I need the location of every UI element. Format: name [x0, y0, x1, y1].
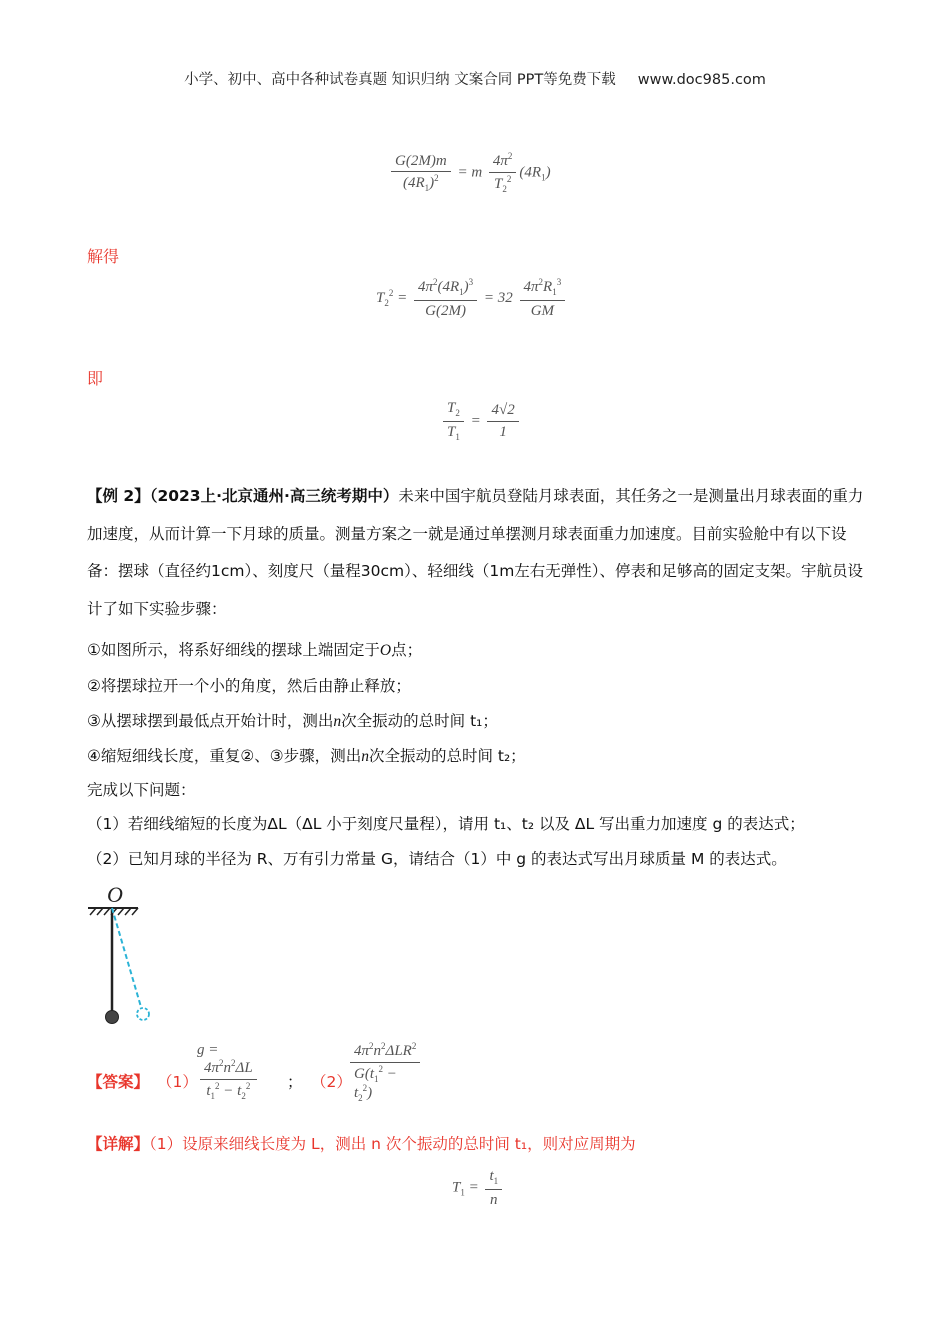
answer-semicolon: ； — [287, 1073, 303, 1091]
answer-tag: 【答案】 — [87, 1073, 150, 1091]
step-3: ③从摆球摆到最低点开始计时，测出n次全振动的总时间 t₁； — [87, 712, 498, 730]
pendulum-bob — [106, 1011, 119, 1024]
step-1: ①如图所示，将系好细线的摆球上端固定于O点； — [87, 641, 423, 659]
detail-line — [87, 1132, 636, 1154]
question-1: （1）若细线缩短的长度为ΔL（ΔL 小于刻度尺量程），请用 t₁、t₂ 以及 ΔL 写出重力加速度 g 的表达式； — [87, 815, 805, 833]
answer-p2: （2） — [311, 1073, 352, 1091]
label-jiede: 解得 — [87, 247, 120, 266]
equation-gravitation: $\frac{G(2M)m}{(4R_1)^2}$ = m $\frac{4\pi^2}{T_2^2}$ $(4R_1)$ — [388, 152, 551, 194]
step-4: ④缩短细线长度，重复②、③步骤，测出n次全振动的总时间 t₂； — [87, 747, 526, 765]
page-header — [0, 68, 950, 89]
answer-1-formula: g = $\frac{4\pi^2n^2\Delta L}{t_1^2 - t_2^2}$ — [197, 1042, 260, 1101]
equation-T1: $T_1$ = $\frac{t_1}{n}$ — [452, 1168, 505, 1208]
header-site[interactable]: www.doc985.com — [637, 72, 766, 88]
equation-period-squared: $T_2^2$ = $\frac{4\pi^2(4R_1)^3}{G(2M)}$ = 32 $\frac{4\pi^2R_1^3}{GM}$ — [376, 278, 568, 319]
dashed-string — [112, 908, 141, 1007]
example-tag: 【例 2】 — [87, 487, 150, 505]
dashed-bob — [137, 1008, 149, 1020]
step-2: ②将摆球拉开一个小的角度，然后由静止释放； — [87, 677, 411, 695]
equation-period-ratio: $\frac{T_2}{T_1}$ = $\frac{4√2}{1}$ — [440, 400, 522, 443]
example-source: （2023上·北京通州·高三统考期中） — [149, 487, 399, 505]
detail-tag: 【详解】 — [87, 1135, 150, 1153]
question-2: （2）已知月球的半径为 R、万有引力常量 G，请结合（1）中 g 的表达式写出月球质量 M 的表达式。 — [87, 850, 787, 868]
pendulum-figure — [84, 880, 164, 1028]
prompt: 完成以下问题： — [87, 781, 196, 799]
example-paragraph — [87, 478, 867, 628]
example-text: 未来中国宇航员登陆月球表面，其任务之一是测量出月球表面的重力加速度，从而计算一下月球的质量。测量方案之一就是通过单摆测月球表面重力加速度。目前实验舱中有以下设备：摆球（直径约1cm）、刻度尺（量程30cm）、轻细线（1m左右无弹性）、停表和足够高的固定支架。宇航员设计了如下实验步骤： — [87, 487, 864, 618]
label-ji: 即 — [87, 369, 104, 388]
answer-p1: （1） — [157, 1073, 198, 1091]
answer-2-formula: $\frac{4\pi^2n^2\Delta LR^2}{G(t_1^2 - t_2^2)}$ — [347, 1042, 423, 1104]
pivot-label: O — [107, 882, 123, 907]
header-text: 小学、初中、高中各种试卷真题 知识归纳 文案合同 PPT等免费下载 — [184, 72, 616, 88]
detail-text: （1）设原来细线长度为 L，测出 n 次个振动的总时间 t₁，则对应周期为 — [149, 1135, 636, 1153]
